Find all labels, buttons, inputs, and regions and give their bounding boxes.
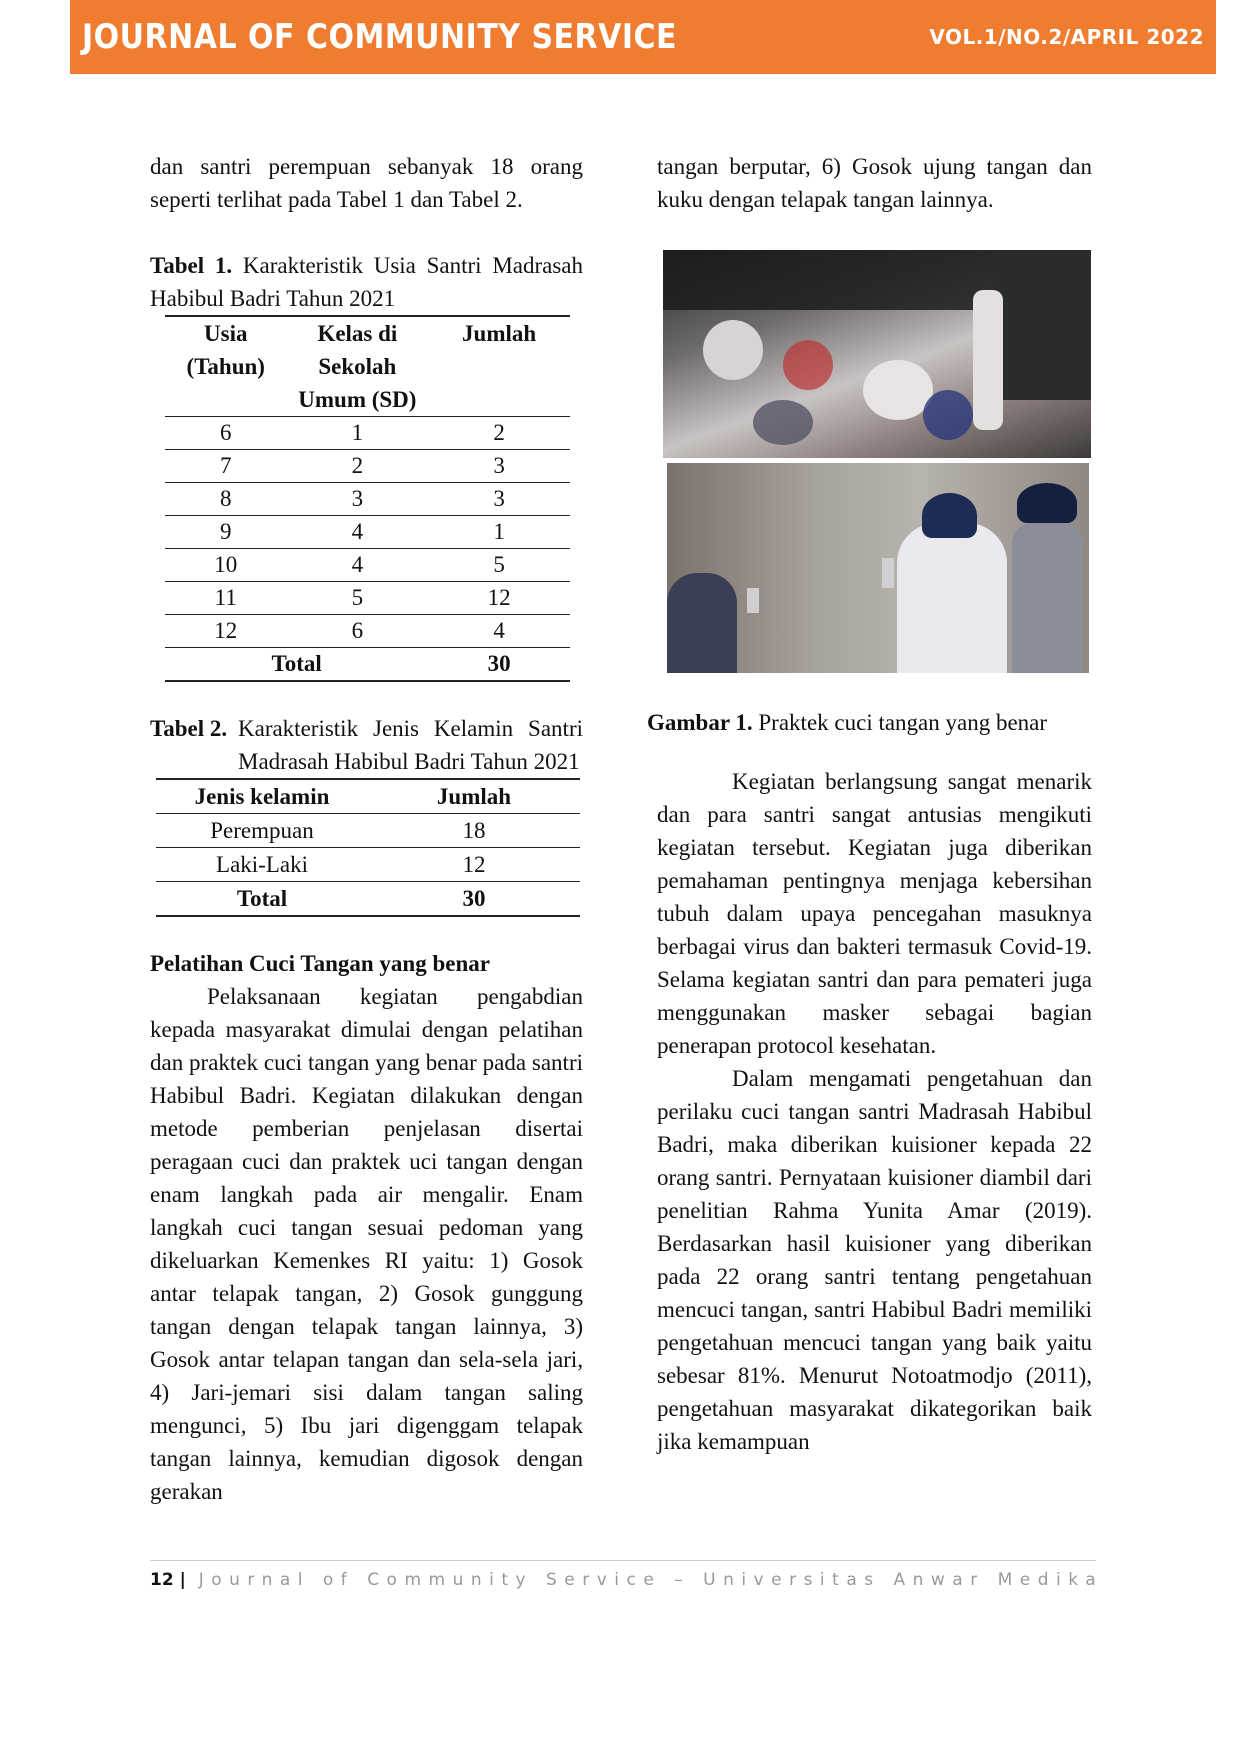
figure-caption-text: Praktek cuci tangan yang benar <box>758 710 1048 735</box>
left-column <box>150 150 583 1508</box>
page-number: 12 | <box>150 1570 186 1590</box>
journal-volume: VOL.1/NO.2/APRIL 2022 <box>929 25 1204 49</box>
table-row <box>156 814 580 848</box>
journal-header <box>70 0 1216 74</box>
right-intro-paragraph: tangan berputar, 6) Gosok ujung tangan dan kuku dengan telapak tangan lainnya. <box>657 154 1092 212</box>
handwashing-photo <box>667 463 1089 673</box>
footer-text: Journal of Community Service – Universitas Anwar Medika <box>198 1570 1104 1590</box>
table2-label: Tabel 2. <box>150 716 228 741</box>
table-cell: 3 <box>428 483 570 516</box>
table-cell: 7 <box>165 450 287 483</box>
table1-total-label: Total <box>165 648 428 682</box>
page-footer <box>150 1570 1103 1590</box>
table2-total-label: Total <box>156 882 368 917</box>
figure-label: Gambar 1. <box>647 710 753 735</box>
table1-header-row <box>165 316 570 417</box>
table1-header-count: Jumlah <box>428 316 570 417</box>
right-paragraph-2: Dalam mengamati pengetahuan dan perilaku cuci tangan santri Madrasah Habibul Badri, maka diberikan kuisioner kepada 22 orang santri. Pernyataan kuisioner diambil dari penelitian Rahma Yunita Amar (2019). Berdasarkan hasil kuisioner yang diberikan pada 22 orang santri tentang pengetahuan mencuci tangan, santri Habibul Badri memiliki pengetahuan mencuci tangan yang baik yaitu sebesar 81%. Menurut Notoatmodjo (2011), pengetahuan masyarakat dikategorikan baik jika kemampuan <box>657 1066 1092 1454</box>
classroom-photo <box>663 250 1091 458</box>
right-column-body <box>657 765 1092 1458</box>
table2-header-count: Jumlah <box>368 779 580 814</box>
table-cell: 6 <box>165 417 287 450</box>
table-cell: 3 <box>428 450 570 483</box>
table-cell: 18 <box>368 814 580 848</box>
table-row <box>165 549 570 582</box>
table-row <box>165 615 570 648</box>
table-cell: 6 <box>287 615 429 648</box>
table1-total-value: 30 <box>428 648 570 682</box>
table-cell: 4 <box>287 516 429 549</box>
table2-caption-text: Karakteristik Jenis Kelamin Santri Madrasah Habibul Badri Tahun 2021 <box>238 716 583 774</box>
table-cell: 5 <box>287 582 429 615</box>
table2-header-row <box>156 779 580 814</box>
table-row <box>156 848 580 882</box>
table-row <box>165 417 570 450</box>
journal-title: JOURNAL OF COMMUNITY SERVICE <box>82 17 678 57</box>
table-cell: 8 <box>165 483 287 516</box>
table-cell: 10 <box>165 549 287 582</box>
table-cell: 12 <box>428 582 570 615</box>
table2-gender <box>156 778 580 917</box>
table-cell: Laki-Laki <box>156 848 368 882</box>
table1-header-age: Usia (Tahun) <box>165 316 287 417</box>
table-cell: 1 <box>428 516 570 549</box>
table1-caption <box>150 249 583 315</box>
table-cell: 4 <box>287 549 429 582</box>
section-body-paragraph: Pelaksanaan kegiatan pengabdian kepada masyarakat dimulai dengan pelatihan dan praktek cuci tangan yang benar pada santri Habibul Badri. Kegiatan dilakukan dengan metode pemberian penjelasan disertai peragaan cuci dan praktek uci tangan dengan enam langkah pada air mengalir. Enam langkah cuci tangan sesuai pedoman yang dikeluarkan Kemenkes RI yaitu: 1) Gosok antar telapak tangan, 2) Gosok gunggung tangan dengan telapak tangan lainnya, 3) Gosok antar telapan tangan dan sela-sela jari, 4) Jari-jemari sisi dalam tangan saling mengunci, 5) Ibu jari digenggam telapak tangan lainnya, kemudian digosok dengan gerakan <box>150 984 583 1504</box>
table1-total-row <box>165 648 570 682</box>
table-cell: 4 <box>428 615 570 648</box>
table-cell: Perempuan <box>156 814 368 848</box>
table-cell: 12 <box>165 615 287 648</box>
table-cell: 9 <box>165 516 287 549</box>
footer-divider <box>150 1560 1096 1561</box>
table1-age <box>165 315 570 682</box>
table-row <box>165 516 570 549</box>
table2-total-value: 30 <box>368 882 580 917</box>
table-cell: 12 <box>368 848 580 882</box>
table-cell: 2 <box>287 450 429 483</box>
table-row <box>165 582 570 615</box>
table-cell: 2 <box>428 417 570 450</box>
table2-total-row <box>156 882 580 917</box>
table-cell: 5 <box>428 549 570 582</box>
table-row <box>165 483 570 516</box>
table2-header-gender: Jenis kelamin <box>156 779 368 814</box>
table-cell: 1 <box>287 417 429 450</box>
figure-caption <box>647 710 1092 736</box>
table1-header-class: Kelas di Sekolah Umum (SD) <box>287 316 429 417</box>
table1-label: Tabel 1. <box>150 253 233 278</box>
right-column-intro <box>657 150 1092 216</box>
table1-caption-text: Karakteristik Usia Santri Madrasah Habibul Badri Tahun 2021 <box>150 253 583 311</box>
table2-caption <box>150 712 583 778</box>
right-paragraph-1: Kegiatan berlangsung sangat menarik dan para santri sangat antusias mengikuti kegiatan tersebut. Kegiatan juga diberikan pemahaman pentingnya menjaga kebersihan tubuh dalam upaya pencegahan masuknya berbagai virus dan bakteri termasuk Covid-19. Selama kegiatan santri dan para pemateri juga menggunakan masker sebagai bagian penerapan protocol kesehatan. <box>657 769 1092 1058</box>
table-cell: 11 <box>165 582 287 615</box>
table-cell: 3 <box>287 483 429 516</box>
table-row <box>165 450 570 483</box>
left-intro-paragraph: dan santri perempuan sebanyak 18 orang seperti terlihat pada Tabel 1 dan Tabel 2. <box>150 154 583 212</box>
section-heading: Pelatihan Cuci Tangan yang benar <box>150 951 490 976</box>
